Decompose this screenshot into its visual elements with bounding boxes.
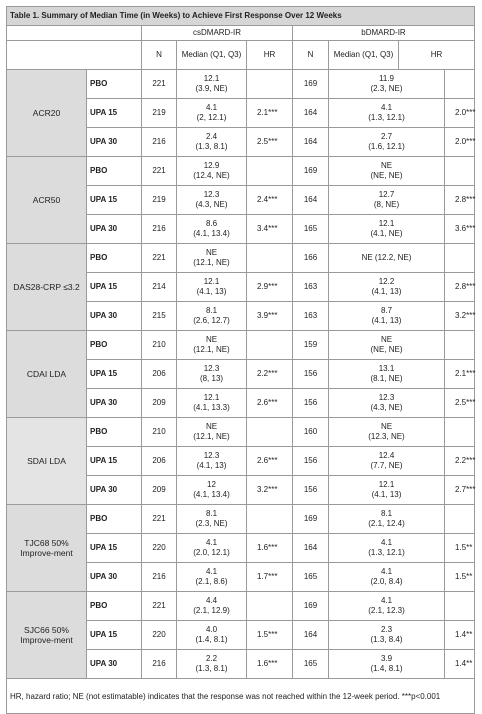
col-header-hr: HR: [247, 41, 293, 70]
cs-median: [177, 592, 247, 621]
b-n: 159: [293, 331, 329, 360]
cs-hazard-ratio: 1.6***: [247, 534, 293, 563]
cs-hazard-ratio: 1.6***: [247, 650, 293, 679]
b-quartiles: (1.6, 12.1): [368, 142, 405, 151]
treatment-arm: UPA 30: [87, 650, 142, 679]
b-hazard-ratio: 2.2***: [445, 447, 475, 476]
cs-median-value: 4.4: [205, 596, 218, 605]
cs-hazard-ratio: 2.6***: [247, 389, 293, 418]
b-quartiles: (1.3, 12.1): [368, 548, 405, 557]
table-title: Table 1. Summary of Median Time (in Weeks) to Achieve First Response Over 12 Weeks: [7, 7, 475, 26]
b-n: 165: [293, 215, 329, 244]
cs-n: 221: [142, 157, 177, 186]
cs-median: [177, 215, 247, 244]
b-median-value: 4.1: [380, 596, 393, 605]
table-body: [7, 70, 475, 679]
treatment-arm: UPA 30: [87, 389, 142, 418]
table-footnote: HR, hazard ratio; NE (not estimatable) indicates that the response was not reached within the 12-week period. ***p<0.001: [7, 679, 475, 714]
b-median-value: 8.7: [380, 306, 393, 315]
b-median-value: 3.9: [380, 654, 393, 663]
cs-median: [177, 650, 247, 679]
b-n: 163: [293, 302, 329, 331]
cs-hazard-ratio: [247, 157, 293, 186]
cs-n: 209: [142, 389, 177, 418]
cs-quartiles: (4.1, 13.4): [193, 229, 230, 238]
table-row: [7, 592, 475, 621]
b-n: 166: [293, 244, 329, 273]
outcome-label: DAS28-CRP ≤3.2: [7, 244, 87, 331]
b-hazard-ratio: [445, 157, 475, 186]
cs-hazard-ratio: 3.9***: [247, 302, 293, 331]
b-median-value: 11.9: [379, 74, 394, 83]
cs-n: 216: [142, 563, 177, 592]
col-header-median: Median (Q1, Q3): [177, 41, 247, 70]
cs-median: [177, 389, 247, 418]
treatment-arm: UPA 15: [87, 534, 142, 563]
cs-median-value: 4.1: [205, 103, 218, 112]
treatment-arm: PBO: [87, 157, 142, 186]
b-n: 164: [293, 621, 329, 650]
b-quartiles: (4.1, 13): [371, 287, 402, 296]
cs-hazard-ratio: 2.9***: [247, 273, 293, 302]
cs-n: 210: [142, 331, 177, 360]
cs-median: [177, 244, 247, 273]
col-header-n: N: [142, 41, 177, 70]
cs-n: 221: [142, 70, 177, 99]
b-n: 164: [293, 128, 329, 157]
group-header-bdmard: bDMARD-IR: [293, 26, 475, 41]
group-header-csdmard: csDMARD-IR: [142, 26, 293, 41]
cs-hazard-ratio: [247, 592, 293, 621]
b-n: 164: [293, 99, 329, 128]
b-hazard-ratio: [445, 331, 475, 360]
cs-median: [177, 70, 247, 99]
cs-median-value: 2.2: [205, 654, 218, 663]
b-quartiles: (4.3, NE): [370, 403, 403, 412]
b-n: 156: [293, 476, 329, 505]
cs-median-value: 8.1: [205, 306, 218, 315]
b-n: 164: [293, 186, 329, 215]
cs-quartiles: (12.4, NE): [193, 171, 230, 180]
cs-quartiles: (1.4, 8.1): [195, 635, 228, 644]
cs-quartiles: (1.3, 8.1): [195, 142, 228, 151]
b-median-value: NE: [380, 335, 393, 344]
cs-median-value: 12: [207, 480, 216, 489]
b-hazard-ratio: 3.6***: [445, 215, 475, 244]
b-hazard-ratio: 2.1***: [445, 360, 475, 389]
b-quartiles: (4.1, 13): [371, 316, 402, 325]
cs-median: [177, 447, 247, 476]
b-quartiles: (7.7, NE): [370, 461, 403, 470]
b-median-value: 2.7: [380, 132, 393, 141]
cs-n: 209: [142, 476, 177, 505]
b-n: 169: [293, 592, 329, 621]
b-n: 164: [293, 534, 329, 563]
cs-median-value: 4.1: [205, 538, 218, 547]
b-quartiles: (8.1, NE): [370, 374, 403, 383]
b-median: [329, 563, 445, 592]
treatment-arm: UPA 15: [87, 273, 142, 302]
cs-median-value: 4.0: [205, 625, 218, 634]
b-median-value: 12.7: [378, 190, 395, 199]
outcome-label: SJC66 50% Improve-ment: [7, 592, 87, 679]
cs-median: [177, 563, 247, 592]
b-median: [329, 99, 445, 128]
cs-median-value: 12.1: [203, 74, 220, 83]
table-row: [7, 418, 475, 447]
b-median-value: 12.1: [378, 480, 395, 489]
b-median-value: NE (12.2, NE): [361, 253, 412, 262]
cs-n: 220: [142, 534, 177, 563]
cs-n: 216: [142, 650, 177, 679]
b-median-value: 4.1: [380, 103, 393, 112]
cs-median-value: 4.1: [205, 567, 218, 576]
treatment-arm: UPA 30: [87, 128, 142, 157]
cs-hazard-ratio: 2.2***: [247, 360, 293, 389]
cs-hazard-ratio: [247, 505, 293, 534]
b-median-value: 4.1: [380, 567, 393, 576]
treatment-arm: UPA 15: [87, 447, 142, 476]
b-quartiles: (8, NE): [373, 200, 400, 209]
treatment-arm: PBO: [87, 505, 142, 534]
cs-quartiles: (2.3, NE): [195, 519, 228, 528]
table-row: [7, 244, 475, 273]
b-quartiles: (2.1, 12.3): [368, 606, 405, 615]
b-hazard-ratio: [445, 70, 475, 99]
b-median: [329, 244, 445, 273]
treatment-arm: PBO: [87, 592, 142, 621]
cs-median-value: 2.4: [205, 132, 218, 141]
cs-hazard-ratio: 3.4***: [247, 215, 293, 244]
cs-median-value: 12.3: [203, 190, 220, 199]
treatment-arm: UPA 15: [87, 360, 142, 389]
table-row: [7, 331, 475, 360]
cs-median-value: 12.3: [203, 451, 220, 460]
blank-header-2: [7, 41, 142, 70]
cs-n: 221: [142, 505, 177, 534]
cs-quartiles: (2.0, 12.1): [193, 548, 230, 557]
cs-hazard-ratio: [247, 70, 293, 99]
table-row: [7, 157, 475, 186]
b-median-value: NE: [380, 422, 393, 431]
b-hazard-ratio: [445, 244, 475, 273]
cs-quartiles: (12.1, NE): [193, 432, 230, 441]
b-median: [329, 650, 445, 679]
b-median: [329, 215, 445, 244]
cs-median: [177, 99, 247, 128]
cs-quartiles: (4.1, 13): [196, 287, 227, 296]
b-hazard-ratio: 1.5**: [445, 563, 475, 592]
treatment-arm: PBO: [87, 418, 142, 447]
b-quartiles: (2.1, 12.4): [368, 519, 405, 528]
b-quartiles: (1.3, 12.1): [368, 113, 405, 122]
b-quartiles: (2.3, NE): [370, 84, 403, 93]
cs-median-value: 12.9: [203, 161, 220, 170]
treatment-arm: PBO: [87, 244, 142, 273]
b-median: [329, 534, 445, 563]
b-hazard-ratio: 2.8***: [445, 186, 475, 215]
b-median: [329, 331, 445, 360]
cs-quartiles: (4.1, 13.3): [193, 403, 230, 412]
cs-n: 219: [142, 186, 177, 215]
cs-n: 216: [142, 128, 177, 157]
cs-median: [177, 476, 247, 505]
col-header-median: Median (Q1, Q3): [329, 41, 399, 70]
b-median: [329, 186, 445, 215]
cs-hazard-ratio: 2.5***: [247, 128, 293, 157]
b-median-value: NE: [380, 161, 393, 170]
b-hazard-ratio: [445, 505, 475, 534]
b-median: [329, 389, 445, 418]
cs-hazard-ratio: 1.7***: [247, 563, 293, 592]
b-hazard-ratio: 2.7***: [445, 476, 475, 505]
cs-hazard-ratio: [247, 244, 293, 273]
cs-n: 221: [142, 244, 177, 273]
cs-median: [177, 418, 247, 447]
b-median: [329, 418, 445, 447]
b-hazard-ratio: 1.4**: [445, 650, 475, 679]
cs-n: 210: [142, 418, 177, 447]
b-median: [329, 157, 445, 186]
cs-median: [177, 273, 247, 302]
b-hazard-ratio: [445, 592, 475, 621]
b-median: [329, 592, 445, 621]
b-median-value: 12.2: [378, 277, 395, 286]
treatment-arm: UPA 30: [87, 563, 142, 592]
cs-quartiles: (12.1, NE): [193, 345, 230, 354]
cs-quartiles: (2.1, 12.9): [193, 606, 230, 615]
cs-hazard-ratio: 2.1***: [247, 99, 293, 128]
blank-header: [7, 26, 142, 41]
cs-median: [177, 360, 247, 389]
cs-median-value: NE: [205, 422, 218, 431]
cs-n: 206: [142, 447, 177, 476]
b-median-value: 13.1: [378, 364, 395, 373]
b-median-value: 2.3: [380, 625, 393, 634]
treatment-arm: PBO: [87, 331, 142, 360]
cs-quartiles: (1.3, 8.1): [195, 664, 228, 673]
cs-n: 215: [142, 302, 177, 331]
table-row: [7, 70, 475, 99]
cs-hazard-ratio: 3.2***: [247, 476, 293, 505]
b-hazard-ratio: 2.0***: [445, 99, 475, 128]
cs-median-value: NE: [205, 248, 218, 257]
cs-n: 219: [142, 99, 177, 128]
cs-hazard-ratio: [247, 331, 293, 360]
cs-median-value: 8.1: [205, 509, 218, 518]
b-quartiles: (NE, NE): [370, 345, 403, 354]
cs-quartiles: (2.6, 12.7): [193, 316, 230, 325]
outcome-label: CDAI LDA: [7, 331, 87, 418]
b-n: 165: [293, 563, 329, 592]
b-hazard-ratio: 2.0***: [445, 128, 475, 157]
col-header-hr: HR: [399, 41, 475, 70]
cs-n: 206: [142, 360, 177, 389]
cs-quartiles: (4.3, NE): [195, 200, 228, 209]
outcome-label: ACR20: [7, 70, 87, 157]
cs-median-value: 12.1: [203, 393, 220, 402]
b-median: [329, 70, 445, 99]
cs-median: [177, 186, 247, 215]
b-quartiles: (4.1, NE): [370, 229, 403, 238]
b-quartiles: (4.1, 13): [371, 490, 402, 499]
cs-hazard-ratio: 2.6***: [247, 447, 293, 476]
cs-median-value: NE: [205, 335, 218, 344]
cs-median: [177, 157, 247, 186]
cs-quartiles: (8, 13): [199, 374, 224, 383]
b-n: 169: [293, 505, 329, 534]
b-median-value: 8.1: [380, 509, 393, 518]
cs-median: [177, 505, 247, 534]
cs-hazard-ratio: 1.5***: [247, 621, 293, 650]
cs-median-value: 8.6: [205, 219, 218, 228]
treatment-arm: UPA 15: [87, 621, 142, 650]
b-median: [329, 447, 445, 476]
b-hazard-ratio: 1.4**: [445, 621, 475, 650]
treatment-arm: PBO: [87, 70, 142, 99]
b-median: [329, 360, 445, 389]
b-quartiles: (1.3, 8.4): [370, 635, 403, 644]
b-median-value: 12.3: [378, 393, 395, 402]
cs-quartiles: (2.1, 8.6): [195, 577, 228, 586]
cs-quartiles: (4.1, 13.4): [193, 490, 230, 499]
b-n: 163: [293, 273, 329, 302]
cs-hazard-ratio: [247, 418, 293, 447]
b-median: [329, 128, 445, 157]
cs-median: [177, 534, 247, 563]
cs-median: [177, 302, 247, 331]
b-median: [329, 273, 445, 302]
outcome-label: ACR50: [7, 157, 87, 244]
cs-median-value: 12.3: [203, 364, 220, 373]
cs-quartiles: (4.1, 13): [196, 461, 227, 470]
outcome-label: TJC68 50% Improve-ment: [7, 505, 87, 592]
summary-table: [6, 6, 475, 714]
cs-median-value: 12.1: [203, 277, 220, 286]
b-median: [329, 476, 445, 505]
b-quartiles: (12.3, NE): [368, 432, 405, 441]
treatment-arm: UPA 30: [87, 302, 142, 331]
cs-quartiles: (2, 12.1): [196, 113, 227, 122]
b-n: 169: [293, 157, 329, 186]
cs-median: [177, 331, 247, 360]
b-n: 156: [293, 360, 329, 389]
b-median: [329, 621, 445, 650]
outcome-label: SDAI LDA: [7, 418, 87, 505]
cs-n: 216: [142, 215, 177, 244]
table-row: [7, 505, 475, 534]
treatment-arm: UPA 30: [87, 476, 142, 505]
b-n: 169: [293, 70, 329, 99]
b-median-value: 4.1: [380, 538, 393, 547]
col-header-n: N: [293, 41, 329, 70]
b-hazard-ratio: 2.8***: [445, 273, 475, 302]
b-n: 156: [293, 447, 329, 476]
b-quartiles: (2.0, 8.4): [370, 577, 403, 586]
b-hazard-ratio: 1.5**: [445, 534, 475, 563]
b-n: 156: [293, 389, 329, 418]
b-n: 160: [293, 418, 329, 447]
cs-quartiles: (3.9, NE): [195, 84, 228, 93]
b-hazard-ratio: [445, 418, 475, 447]
cs-n: 221: [142, 592, 177, 621]
treatment-arm: UPA 30: [87, 215, 142, 244]
b-median-value: 12.1: [378, 219, 395, 228]
b-quartiles: (NE, NE): [370, 171, 403, 180]
b-median-value: 12.4: [378, 451, 395, 460]
treatment-arm: UPA 15: [87, 186, 142, 215]
b-quartiles: (1.4, 8.1): [370, 664, 403, 673]
b-n: 165: [293, 650, 329, 679]
b-hazard-ratio: 2.5***: [445, 389, 475, 418]
b-hazard-ratio: 3.2***: [445, 302, 475, 331]
cs-quartiles: (12.1, NE): [193, 258, 230, 267]
cs-median: [177, 621, 247, 650]
cs-median: [177, 128, 247, 157]
treatment-arm: UPA 15: [87, 99, 142, 128]
cs-n: 214: [142, 273, 177, 302]
b-median: [329, 302, 445, 331]
document: [6, 6, 474, 714]
cs-n: 220: [142, 621, 177, 650]
b-median: [329, 505, 445, 534]
cs-hazard-ratio: 2.4***: [247, 186, 293, 215]
